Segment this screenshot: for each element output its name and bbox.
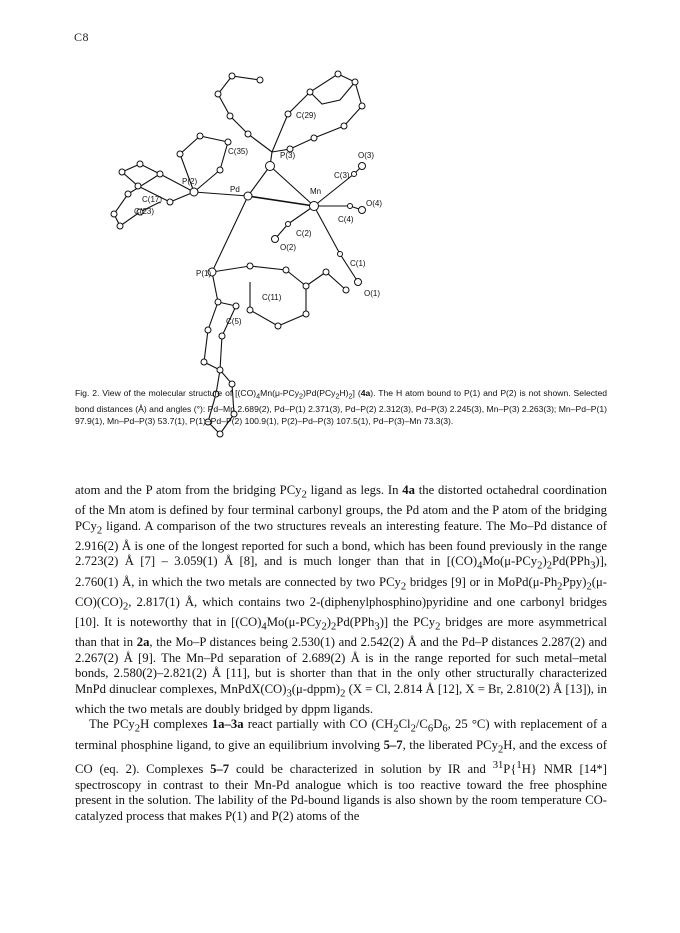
compound-label: 2a <box>136 634 150 649</box>
text-run: /C <box>415 717 428 732</box>
subscript: 3 <box>590 560 596 572</box>
text-run: ligand as legs. In <box>306 483 403 497</box>
text-run: ligand. A comparison of the two structures reveals an interesting feature. The Mo–Pd distance of 2.916(2) Å is one of the longest reported for such a bond, which has been found previously in the range 2.723(2) Å [7] – 3.059(1) Å [8], and is much longer than that in [(CO) <box>75 518 607 569</box>
text-run: ) <box>542 554 547 569</box>
caption-text: ] ( <box>352 388 361 398</box>
atom-label-pd: Pd <box>230 185 240 194</box>
caption-text: )Pd(PCy <box>303 388 336 398</box>
text-run: )] the PCy <box>379 614 436 629</box>
subscript: 2 <box>435 621 441 633</box>
text-run: Cl <box>398 717 411 732</box>
caption-text: Mn(μ-PCy <box>260 388 300 398</box>
text-run: H, and the excess of CO (eq. 2). Complexes <box>75 737 607 776</box>
subscript: 4 <box>477 560 483 572</box>
atom-circles <box>111 71 366 437</box>
text-run: , the liberated PCy <box>402 737 498 752</box>
atom-label-c2: C(2) <box>296 229 312 238</box>
subscript: 2 <box>134 723 141 735</box>
subscript: 4 <box>261 621 267 633</box>
text-run: Pd(PPh <box>551 554 591 569</box>
paragraph-co-reaction <box>75 717 607 824</box>
subscript: 2 <box>546 560 552 572</box>
caption-subscript: 2 <box>335 392 340 401</box>
text-run: bridges [9] or in MoPd(μ-Ph <box>406 574 558 589</box>
text-run: ) <box>326 614 331 629</box>
atom-label-c4: C(4) <box>338 215 354 224</box>
atom-label-p2: P(2) <box>182 177 198 186</box>
atom-label-p3: P(3) <box>280 151 296 160</box>
atom-label-o3: O(3) <box>358 151 374 160</box>
text-run: atom and the P atom from the bridging PCy <box>75 483 302 497</box>
compound-label: 4a <box>402 483 415 497</box>
atom-label-c29: C(29) <box>296 111 317 120</box>
subscript: 2 <box>410 723 416 735</box>
atom-label-c1: C(1) <box>350 259 366 268</box>
atom-labels <box>134 111 382 326</box>
text-run: (μ-dppm) <box>291 681 341 696</box>
atom-label-c17: C(17) <box>142 195 163 204</box>
compound-label: 5–7 <box>383 737 403 752</box>
caption-subscript: 2 <box>299 392 303 401</box>
caption-text: View of the molecular structure of [(CO) <box>99 388 257 398</box>
figure-caption <box>75 387 607 428</box>
text-run: Mo(μ-PCy <box>266 614 322 629</box>
caption-subscript: 4 <box>256 392 261 401</box>
subscript: 2 <box>586 581 592 593</box>
text-run: )], 2.760(1) Å, in which the two metals are connected by two PCy <box>75 554 607 589</box>
atom-label-c35: C(35) <box>228 147 249 156</box>
subscript: 2 <box>321 621 327 633</box>
text-run: , 2.817(1) Å, which contains two 2-(diphenylphosphino)pyridine and one carbonyl bridges [10]. It is noteworthy that in [(CO) <box>75 594 607 629</box>
atom-label-o4: O(4) <box>366 199 382 208</box>
text-run: bridges are more asymmetrical than that in <box>75 614 607 649</box>
text-run: , the Mo–P distances being 2.530(1) and 2.542(2) Å and the Pd–P distances 2.287(2) and 2.267(2) Å [9]. The Mn–Pd separation of 2.689(2) Å is in the range reported for such metal–metal bonds, 2.580(2)–2.821(2) Å [11], but is shorter than that in the only other structurally characterized MnPd dinuclear complexes, MnPdX(CO) <box>75 634 607 696</box>
text-run: The PCy <box>89 717 135 732</box>
subscript: 2 <box>393 723 399 735</box>
text-run: , 25 °C) with replacement of a terminal phosphine ligand, to give an equilibrium involving <box>75 717 607 752</box>
subscript: 6 <box>427 723 434 735</box>
text-run: react partially with CO (CH <box>243 717 394 732</box>
subscript: 2 <box>400 581 407 593</box>
subscript: 2 <box>96 525 103 537</box>
text-run: (μ-CO)(CO) <box>75 574 607 609</box>
text-run: could be characterized in solution by IR and <box>229 761 493 776</box>
atom-label-c23: C(23) <box>134 207 155 216</box>
atom-label-p1: P(1) <box>196 269 212 278</box>
text-run: the distorted octahedral coordination of the Mn atom is defined by four terminal carbonyl groups, the Pd atom and the P atom of the bridging PCy <box>75 483 607 533</box>
caption-compound-label: 4a <box>360 388 371 398</box>
body-text <box>75 483 607 824</box>
atom-label-o2: O(2) <box>280 243 296 252</box>
caption-label: Fig. 2. <box>75 388 100 398</box>
atom-label-o1: O(1) <box>364 289 380 298</box>
subscript: 2 <box>122 601 129 613</box>
atom-label-c5: C(5) <box>226 317 242 326</box>
subscript: 2 <box>301 489 307 501</box>
subscript: 3 <box>374 621 380 633</box>
text-run: D <box>433 717 443 732</box>
text-run: (X = Cl, 2.814 Å [12], X = Br, 2.810(2) Å [13]), in which the two metals are doubly bridged by dppm ligands. <box>75 681 608 716</box>
caption-subscript: 2 <box>348 392 353 401</box>
subscript: 2 <box>497 744 504 756</box>
subscript: 2 <box>340 688 346 700</box>
subscript: 6 <box>442 723 448 735</box>
bond-lines <box>114 74 362 434</box>
atom-label-c3: C(3) <box>334 171 350 180</box>
page-number: C8 <box>74 30 90 44</box>
paragraph-structure-comparison <box>75 483 607 717</box>
subscript: 3 <box>286 688 292 700</box>
compound-label: 5–7 <box>210 761 230 776</box>
subscript: 2 <box>331 621 337 633</box>
text-run: Pd(PPh <box>336 614 375 629</box>
caption-text: H) <box>339 388 349 398</box>
text-run: Mo(μ-PCy <box>482 554 538 569</box>
atom-label-c11: C(11) <box>262 293 282 302</box>
superscript: 31 <box>492 759 504 771</box>
subscript: 2 <box>537 560 543 572</box>
text-run: Ppy) <box>562 574 587 589</box>
text-run: H complexes <box>140 717 212 732</box>
atom-label-mn: Mn <box>310 187 322 196</box>
caption-text: ). The H atom bound to P(1) and P(2) is not shown. Selected bond distances (Å) and angles (°): Pd–Mn 2.689(2), Pd–P(1) 2.371(3), Pd–P(2) 2.312(3), Pd–P(3) 2.245(3), Mn–P(3) 2.263(3); Mn–Pd–P(1) 97.9(1), Mn–Pd–P(3) 53.7(1), P(1)–Pd–P(2) 100.9(1), P(2)–Pd–P(3) 107.5(1), Pd–P(3)–Mn 73.3(3). <box>75 388 607 427</box>
text-run: H} NMR [14*] spectroscopy in contrast to their Mn-Pd analogue which is too reactive toward the free phosphine present in the solution. The lability of the Pd-bound ligands is also shown by the room temperature CO-catalyzed process that makes P(1) and P(2) atoms of the <box>75 761 607 823</box>
superscript: 1 <box>516 759 522 771</box>
compound-label: 1a–3a <box>211 717 244 732</box>
text-run: P{ <box>503 761 517 776</box>
subscript: 2 <box>557 581 563 593</box>
